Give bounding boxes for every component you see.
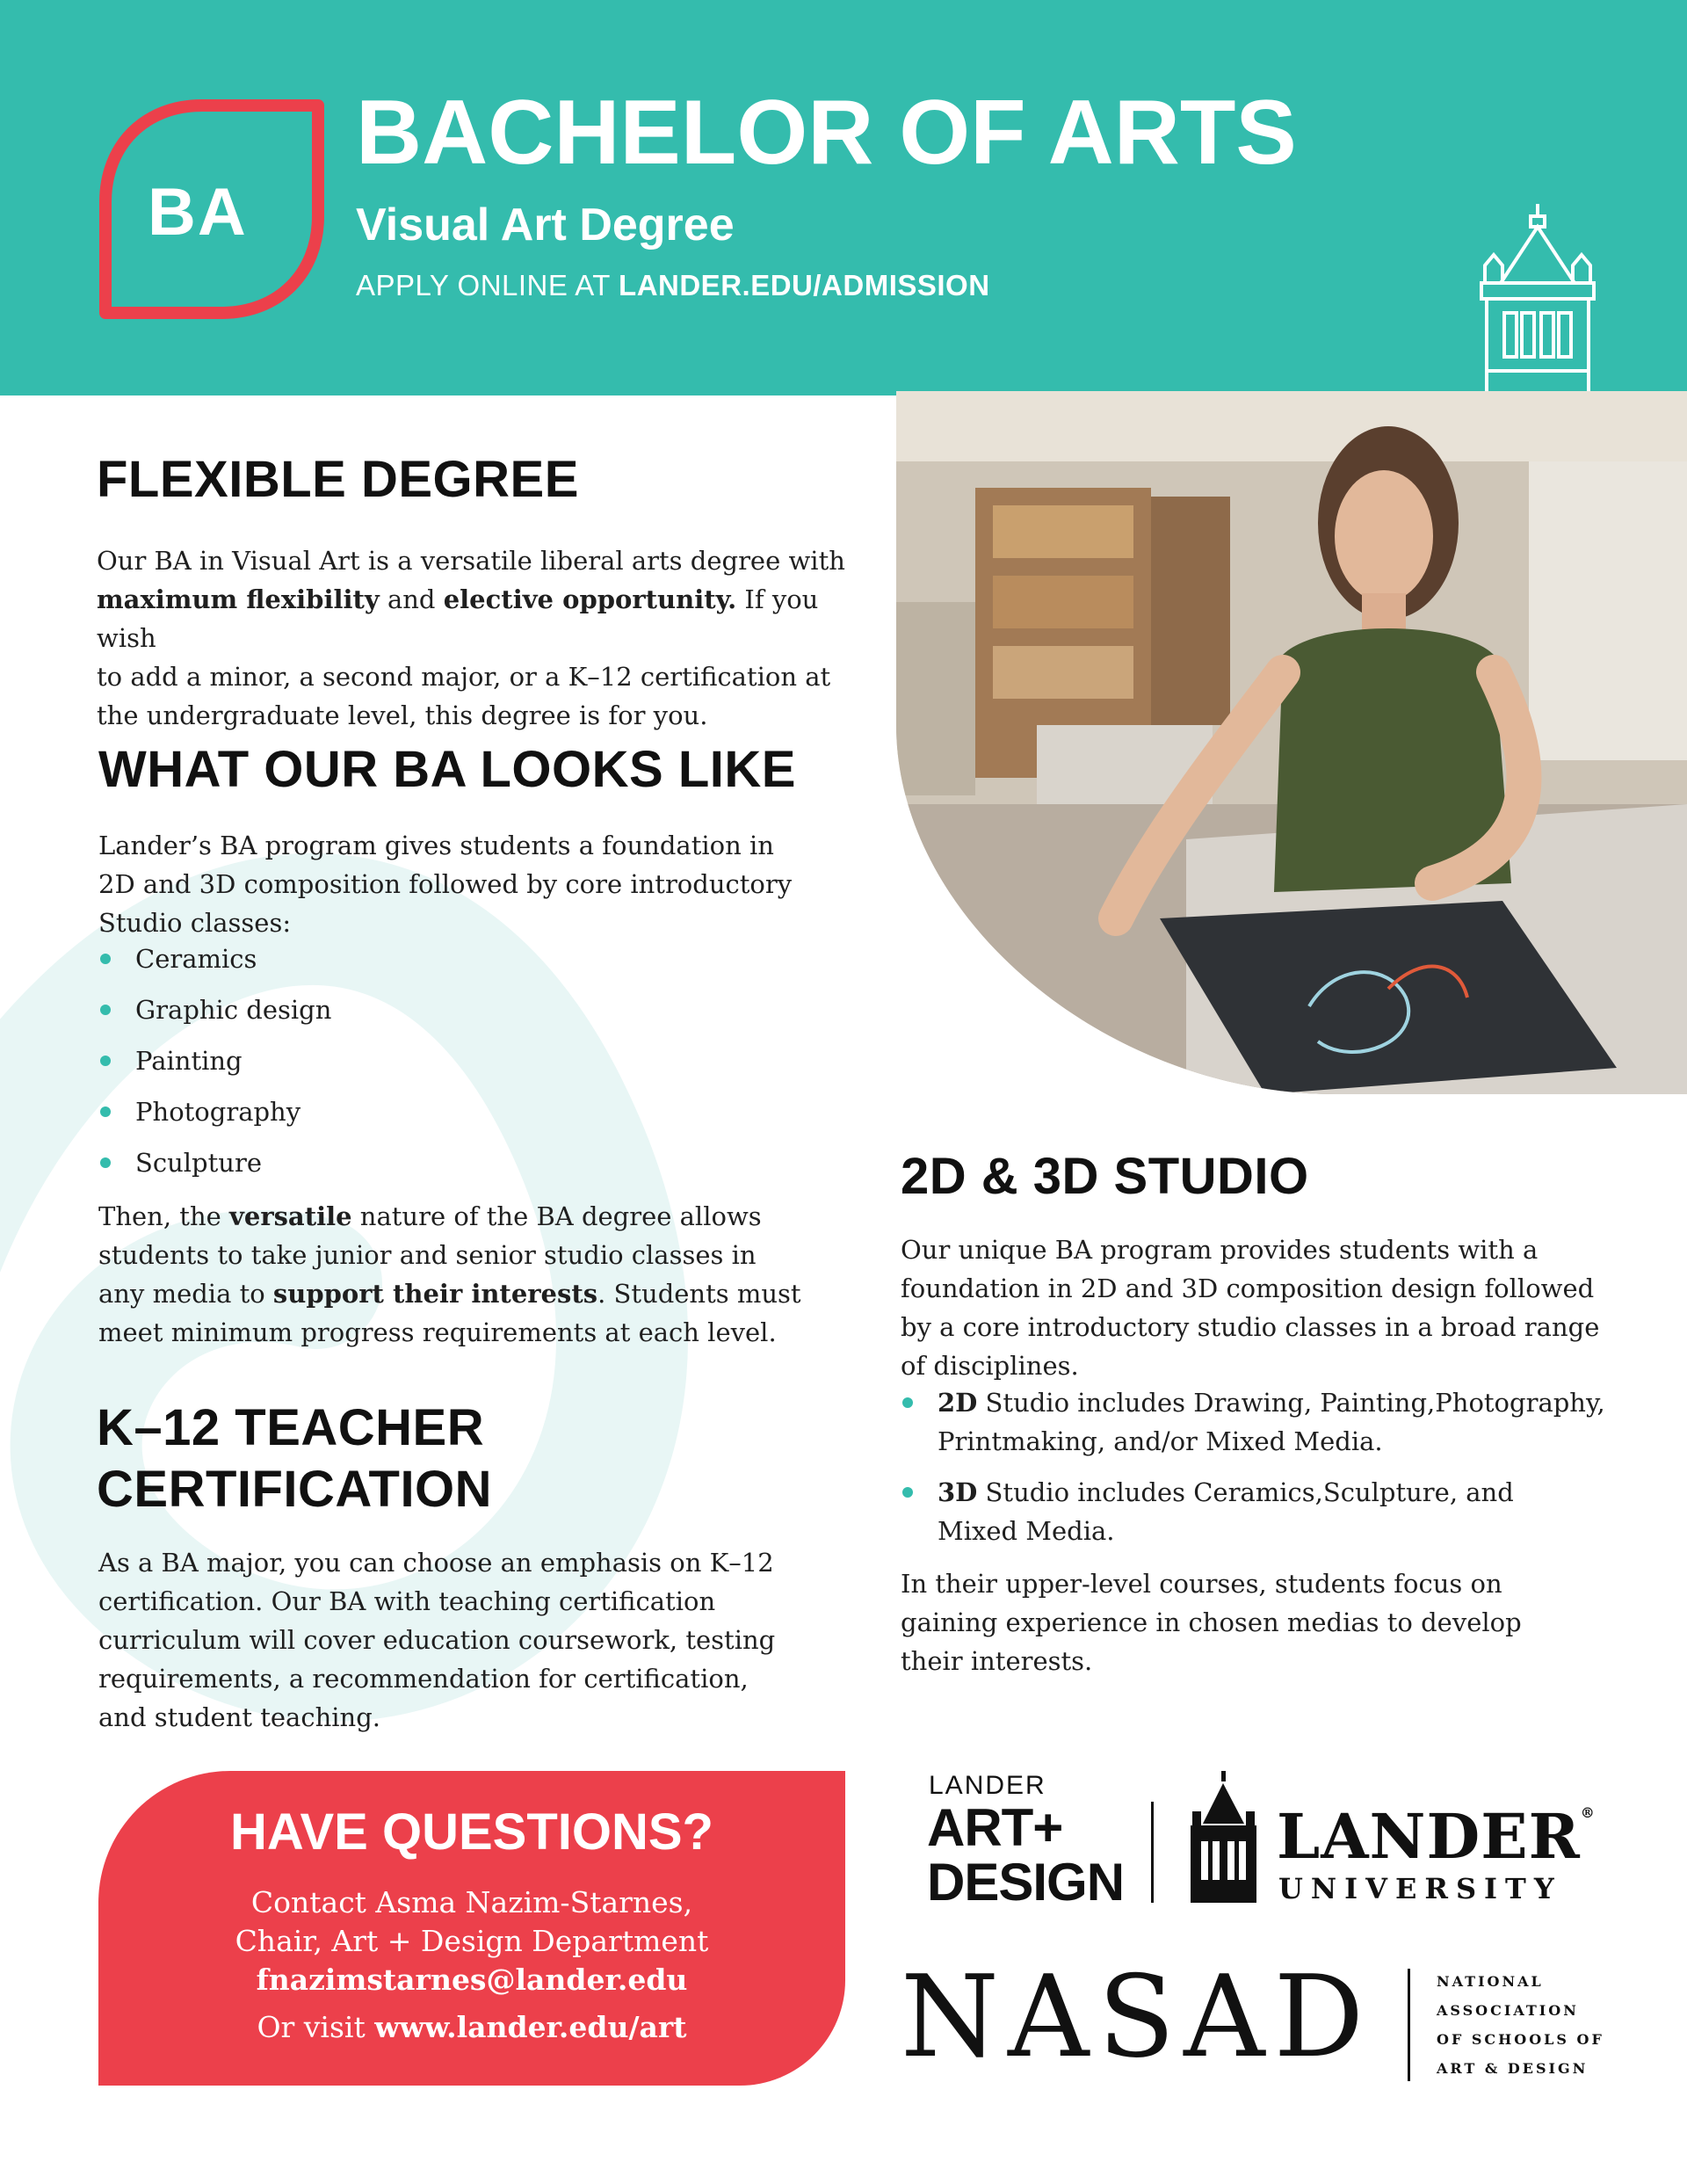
studio-closing-line-2: gaining experience in chosen medias to develop bbox=[901, 1607, 1522, 1637]
bullet-dot-icon bbox=[100, 1107, 111, 1117]
list-item: 3D Studio includes Ceramics,Sculpture, and Mixed Media. bbox=[901, 1473, 1674, 1550]
studio-line-2: foundation in 2D and 3D composition design followed bbox=[901, 1273, 1595, 1303]
bullet-dot-icon bbox=[902, 1487, 913, 1498]
contact-email-link[interactable]: fnazimstarnes@lander.edu bbox=[256, 1963, 688, 1997]
flexible-degree-heading: FLEXIBLE DEGREE bbox=[97, 451, 579, 508]
nasad-sub-line: NATIONAL bbox=[1437, 1973, 1544, 1990]
visit-line: Or visit www.lander.edu/art bbox=[257, 2010, 687, 2044]
list-item: Painting bbox=[98, 1041, 331, 1092]
lander-university-logo: LANDER® UNIVERSITY bbox=[1191, 1771, 1595, 1920]
student-artwork-photo bbox=[896, 391, 1687, 1094]
looks-closing-text bbox=[98, 1197, 872, 1352]
studio-closing-line-3: their interests. bbox=[901, 1646, 1093, 1676]
studio-line-1: Our unique BA program provides students with a bbox=[901, 1235, 1539, 1265]
contact-name: Contact Asma Nazim-Starnes, bbox=[250, 1885, 693, 1919]
looks-line-2: 2D and 3D composition followed by core introductory bbox=[98, 869, 793, 899]
k12-line-5: and student teaching. bbox=[98, 1702, 380, 1732]
list-item: Photography bbox=[98, 1092, 331, 1143]
looks-closing-line-1: Then, the versatile nature of the BA degree allows bbox=[98, 1201, 762, 1231]
looks-closing-line-4: meet minimum progress requirements at each level. bbox=[98, 1317, 777, 1347]
studio-types-list bbox=[901, 1383, 1674, 1563]
page-title: BACHELOR OF ARTS bbox=[356, 82, 1297, 184]
studio-heading: 2D & 3D STUDIO bbox=[901, 1148, 1309, 1205]
lander-tower-icon bbox=[1476, 204, 1599, 395]
looks-intro-text bbox=[98, 826, 872, 942]
studio-closing-text bbox=[901, 1564, 1674, 1680]
apply-url-link[interactable]: LANDER.EDU/ADMISSION bbox=[619, 269, 990, 301]
looks-line-3: Studio classes: bbox=[98, 908, 292, 938]
k12-line-4: requirements, a recommendation for certification, bbox=[98, 1664, 749, 1694]
logo-divider bbox=[1151, 1802, 1154, 1903]
apply-line bbox=[356, 269, 990, 302]
bullet-dot-icon bbox=[100, 1056, 111, 1066]
studio-classes-list bbox=[98, 940, 331, 1194]
ba-badge-label: BA bbox=[148, 175, 248, 250]
nasad-sub-line: ASSOCIATION bbox=[1437, 2002, 1579, 2019]
looks-closing-line-3: any media to support their interests. Students must bbox=[98, 1279, 801, 1309]
flexible-degree-text bbox=[97, 541, 870, 735]
list-item: Sculpture bbox=[98, 1143, 331, 1194]
header-banner bbox=[0, 0, 1687, 395]
flexible-line-2: maximum flexibility and elective opportunity. If you wish bbox=[97, 584, 819, 653]
list-item: Ceramics bbox=[98, 940, 331, 990]
questions-title: HAVE QUESTIONS? bbox=[230, 1803, 713, 1861]
flexible-line-4: the undergraduate level, this degree is for you. bbox=[97, 700, 708, 730]
k12-line-1: As a BA major, you can choose an emphasis on K–12 bbox=[98, 1548, 774, 1578]
bullet-dot-icon bbox=[100, 1005, 111, 1015]
apply-prefix: APPLY ONLINE AT bbox=[356, 269, 619, 301]
looks-closing-line-2: students to take junior and senior studio classes in bbox=[98, 1240, 757, 1270]
nasad-logo: NASAD bbox=[901, 1952, 1373, 2083]
lander-tower-logo-icon bbox=[1191, 1771, 1256, 1903]
bullet-dot-icon bbox=[902, 1397, 913, 1408]
studio-closing-line-1: In their upper-level courses, students focus on bbox=[901, 1569, 1502, 1599]
nasad-divider bbox=[1408, 1969, 1410, 2081]
what-ba-looks-like-heading: WHAT OUR BA LOOKS LIKE bbox=[98, 741, 796, 798]
flexible-line-3: to add a minor, a second major, or a K–12 certification at bbox=[97, 662, 831, 692]
page-subtitle: Visual Art Degree bbox=[356, 200, 735, 250]
flexible-line-1: Our BA in Visual Art is a versatile liberal arts degree with bbox=[97, 546, 845, 576]
lander-art-design-logo: LANDER ART+ DESIGN bbox=[927, 1771, 1125, 1912]
bullet-dot-icon bbox=[100, 954, 111, 964]
studio-intro-text bbox=[901, 1230, 1674, 1385]
looks-line-1: Lander’s BA program gives students a foundation in bbox=[98, 831, 774, 860]
studio-line-4: of disciplines. bbox=[901, 1351, 1079, 1381]
studio-line-3: by a core introductory studio classes in a broad range bbox=[901, 1312, 1600, 1342]
contact-role: Chair, Art + Design Department bbox=[235, 1924, 709, 1958]
questions-box bbox=[98, 1771, 845, 2086]
k12-line-3: curriculum will cover education coursework, testing bbox=[98, 1625, 776, 1655]
bullet-dot-icon bbox=[100, 1157, 111, 1168]
k12-certification-heading: K–12 TEACHER CERTIFICATION bbox=[97, 1399, 493, 1518]
list-item: Graphic design bbox=[98, 990, 331, 1041]
nasad-sub-line: ART & DESIGN bbox=[1437, 2060, 1589, 2077]
list-item: 2D Studio includes Drawing, Painting,Photography, Printmaking, and/or Mixed Media. bbox=[901, 1383, 1674, 1461]
visit-url-link[interactable]: www.lander.edu/art bbox=[374, 2010, 687, 2044]
k12-line-2: certification. Our BA with teaching certification bbox=[98, 1586, 716, 1616]
nasad-sub-line: OF SCHOOLS OF bbox=[1437, 2031, 1604, 2048]
k12-text bbox=[98, 1543, 872, 1737]
